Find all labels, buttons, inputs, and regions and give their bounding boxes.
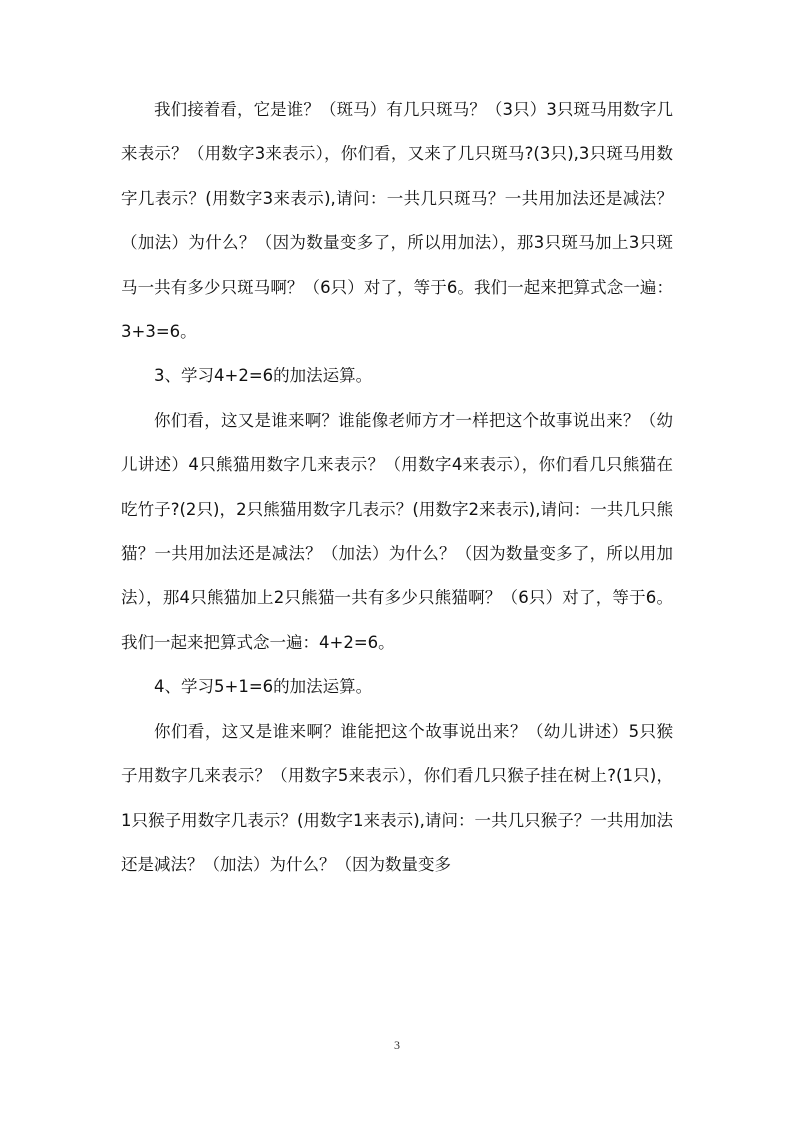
heading-section-3: 3、学习4+2=6的加法运算。 [154,366,373,386]
paragraph-panda: 你们看，这又是谁来啊？谁能像老师方才一样把这个故事说出来？（幼儿讲述）4只熊猫用数字几来表示？（用数字4来表示），你们看几只熊猫在吃竹子?(2只)，2只熊猫用数字几表示？(用数字2来表示),请问：一共几只熊猫？一共用加法还是减法？（加法）为什么？（因为数量变多了，所以用加法），那4只熊猫加上2只熊猫一共有多少只熊猫啊？（6只）对了，等于6。我们一起来把算式念一遍：4+2=6。 [121,410,673,652]
paragraph-monkey: 你们看，这又是谁来啊？谁能把这个故事说出来？（幼儿讲述）5只猴子用数字几来表示？（用数字5来表示），你们看几只猴子挂在树上?(1只)，1只猴子用数字几表示？(用数字1来表示),请问：一共几只猴子？一共用加法还是减法？（加法）为什么？（因为数量变多 [121,721,673,874]
heading-section-4: 4、学习5+1=6的加法运算。 [154,677,373,697]
document-body [121,88,673,887]
paragraph-zebra: 我们接着看，它是谁？（斑马）有几只斑马？（3只）3只斑马用数字几来表示？（用数字3来表示），你们看，又来了几只斑马?(3只),3只斑马用数字几表示？(用数字3来表示),请问：一共几只斑马？一共用加法还是减法？（加法）为什么？（因为数量变多了，所以用加法），那3只斑马加上3只斑马一共有多少只斑马啊？（6只）对了，等于6。我们一起来把算式念一遍：3+3=6。 [121,100,673,342]
page-number: 3 [394,1038,400,1052]
